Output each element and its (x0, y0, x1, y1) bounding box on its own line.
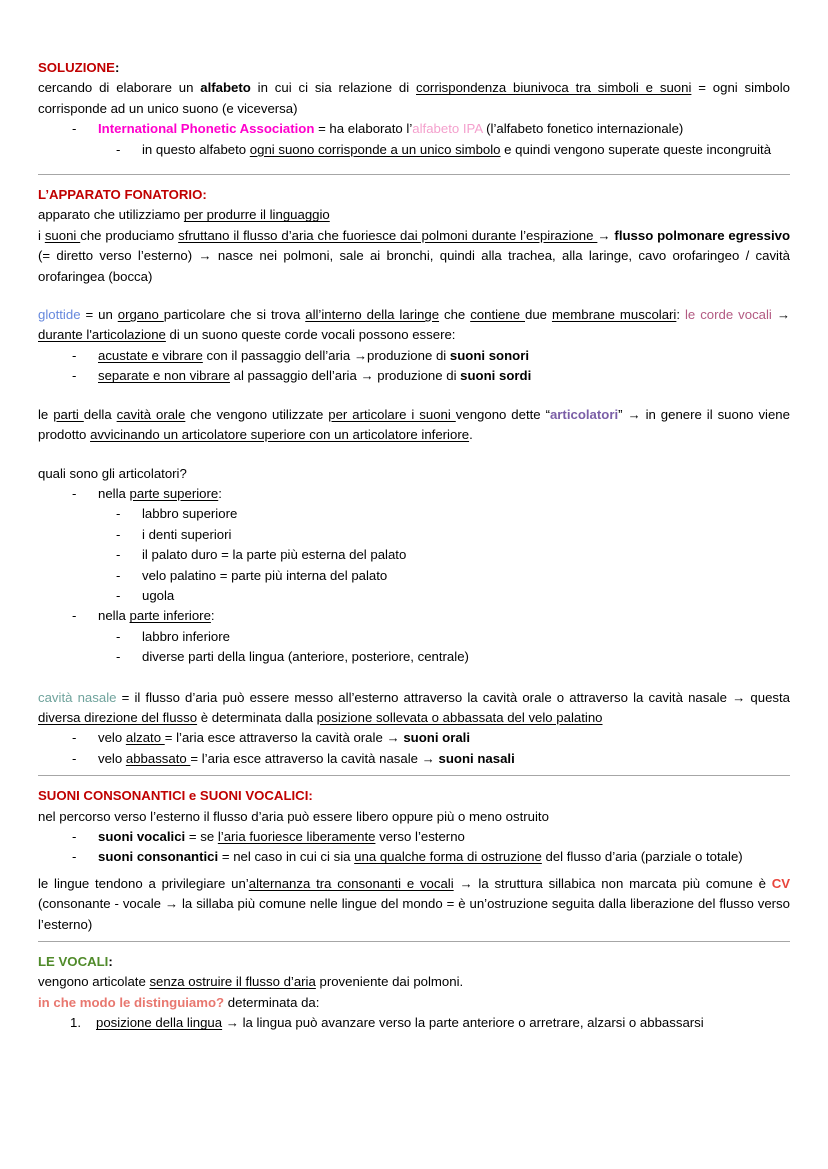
text-run: → la lingua può avanzare verso la parte anteriore o arretrare, alzarsi o abbassarsi (222, 1015, 704, 1031)
underline-parte-superiore: parte superiore (129, 485, 219, 501)
text-run: = ogni simbolo corrisponde ad un unico suono (e viceversa) (38, 80, 790, 116)
text-run: di un suono queste corde vocali possono essere: (165, 327, 456, 343)
list-item: - velo palatino = parte più interna del palato (110, 566, 790, 586)
text-run: = il flusso d’aria può essere messo all’esterno attraverso la cavità orale o attraverso la cavità nasale → questa (116, 689, 790, 705)
text-run: al passaggio dell’aria → produzione di (229, 368, 461, 384)
list-item-suoni-vocalici (66, 827, 790, 847)
text-run: = se (185, 829, 218, 844)
underline-suoni: suoni (44, 227, 81, 243)
text-run: in questo alfabeto (142, 141, 250, 157)
arrow-glyph: → (597, 227, 615, 243)
list-suoni (38, 827, 790, 868)
text-run: (consonante - vocale → la sillaba più comune nelle lingue del mondo = è un’ostruzione seguita dalla liberazione del flusso verso l’esterno) (38, 896, 790, 932)
underline-abbassato: abbassato (125, 750, 191, 766)
underline-per-produrre-linguaggio: per produrre il linguaggio (183, 207, 330, 223)
text-run: in cui ci sia relazione di (250, 80, 416, 96)
list-parte-superiore (38, 484, 790, 504)
section-le-vocali (38, 952, 790, 1034)
text-run: le lingue tendono a privilegiare un’ (38, 875, 249, 891)
underline-durante-articolazione: durante l'articolazione (38, 327, 166, 343)
paragraph-vocali-articolate (38, 972, 790, 992)
list-item: - diverse parti della lingua (anteriore, posteriore, centrale) (110, 647, 790, 667)
list-item-ogni-suono (110, 140, 790, 160)
underline-parti: parti (53, 406, 84, 422)
paragraph-percorso-esterno: nel percorso verso l’esterno il flusso d’aria può essere libero oppure più o meno ostruito (38, 808, 549, 824)
term-articolatori: articolatori (549, 406, 619, 422)
text-run: = nel caso in cui ci sia (218, 849, 355, 865)
underline-aria-fuoriesce-liberamente: l’aria fuoriesce liberamente (217, 829, 376, 844)
heading-text: LE VOCALI (38, 954, 109, 970)
bold-suoni-orali: suoni orali (403, 730, 470, 746)
paragraph-cv (38, 874, 790, 935)
list-item: - ugola (110, 586, 790, 606)
paragraph-apparato (38, 205, 790, 225)
spacer (38, 446, 790, 464)
paragraph-articolatori (38, 405, 790, 446)
section-heading-le-vocali (38, 952, 790, 972)
underline-corrispondenza-biunivoca: corrispondenza biunivoca tra simboli e suoni (416, 80, 692, 96)
text-run: velo (98, 730, 126, 746)
underline-qualche-forma-ostruzione: una qualche forma di ostruzione (354, 849, 542, 865)
list-item-parte-superiore (66, 484, 790, 504)
paragraph-flusso-polmonare (38, 226, 790, 287)
spacer (38, 287, 790, 305)
text-run: verso l’esterno (375, 829, 465, 844)
underline-sfruttano-flusso: sfruttano il flusso d’aria che fuoriesce dai polmoni durante l’espirazione (178, 227, 598, 243)
heading-colon: : (108, 954, 113, 970)
text-run: del flusso d’aria (parziale o totale) (541, 849, 743, 865)
spacer (38, 942, 790, 952)
list-item: - i denti superiori (110, 525, 790, 545)
bold-suoni-vocalici: suoni vocalici (98, 829, 186, 844)
text-run: nella (98, 485, 130, 501)
underline-separate-non-vibrare: separate e non vibrare (98, 368, 230, 384)
bold-suoni-nasali: suoni nasali (438, 750, 515, 766)
text-run: : (218, 485, 222, 501)
underline-posizione-velo-palatino: posizione sollevata o abbassata del velo palatino (316, 709, 603, 725)
text-run: particolare che si trova (163, 307, 306, 323)
list-velo (38, 728, 790, 769)
bold-suoni-sordi: suoni sordi (460, 368, 532, 384)
text-run: determinata da: (224, 994, 320, 1010)
text-run: proveniente dai polmoni. (315, 974, 464, 990)
list-corde-vocali (38, 346, 790, 387)
underline-avvicinando-articolatore: avvicinando un articolatore superiore con un articolatore inferiore (90, 427, 470, 443)
paragraph-glottide (38, 305, 790, 346)
spacer (38, 668, 790, 688)
list-item-separate (66, 366, 790, 386)
text-run: è determinata dalla (197, 709, 317, 725)
text-run: apparato che utilizziamo (38, 207, 184, 223)
underline-diversa-direzione-flusso: diversa direzione del flusso (38, 709, 198, 725)
list-item-velo-abbassato (66, 749, 790, 769)
text-run: vengono articolate (38, 974, 150, 990)
list-item-parte-inferiore (66, 606, 790, 626)
text-run: che vengono utilizzate (185, 406, 329, 422)
list-item-suoni-consonantici (66, 847, 790, 867)
term-glottide: glottide (38, 307, 81, 323)
section-apparato-fonatorio (38, 185, 790, 786)
bold-alfabeto: alfabeto (200, 80, 251, 96)
heading-colon: : (114, 60, 120, 75)
paragraph-in-che-modo (38, 993, 790, 1013)
term-alfabeto-ipa: alfabeto IPA (412, 121, 483, 137)
spacer (38, 776, 790, 786)
text-run: che (439, 307, 471, 323)
text-run: ” → in genere il suono viene prodotto (38, 406, 790, 443)
underline-per-articolare-i-suoni: per articolare i suoni (328, 406, 456, 422)
underline-parte-inferiore: parte inferiore (129, 608, 211, 624)
arrow-glyph: → (771, 307, 791, 323)
underline-alzato: alzato (125, 730, 165, 746)
underline-ogni-suono-unico-simbolo: ogni suono corrisponde a un unico simbolo (249, 141, 501, 157)
question-articolatori: quali sono gli articolatori? (38, 465, 187, 481)
bold-flusso-polmonare-egressivo: flusso polmonare egressivo (614, 227, 790, 243)
term-cv: CV (771, 875, 791, 891)
text-run: cercando di elaborare un (38, 80, 201, 96)
list-soluzione (38, 119, 790, 139)
list-item-velo-alzato (66, 728, 790, 748)
paragraph-alfabeto (38, 78, 790, 119)
section-heading-suoni: SUONI CONSONANTICI e SUONI VOCALICI: (38, 788, 313, 804)
text-run: : (210, 608, 215, 624)
underline-senza-ostruire-flusso: senza ostruire il flusso d’aria (149, 974, 316, 990)
section-suoni-consonantici-vocalici (38, 786, 790, 952)
spacer (38, 175, 790, 185)
underline-posizione-della-lingua: posizione della lingua (96, 1015, 223, 1031)
text-run: . (469, 427, 473, 443)
bold-suoni-sonori: suoni sonori (449, 347, 529, 363)
section-soluzione (38, 58, 790, 185)
spacer (38, 160, 790, 174)
list-item-ipa (66, 119, 790, 139)
text-run: velo (98, 750, 126, 766)
underline-cavita-orale: cavità orale (116, 406, 186, 422)
text-run: due (525, 307, 552, 323)
text-run: = l’aria esce attraverso la cavità nasale → (190, 750, 439, 766)
text-run: → la struttura sillabica non marcata più comune è (453, 875, 772, 891)
text-run: (= diretto verso l’esterno) → nasce nei polmoni, sale ai bronchi, quindi alla trachea, alla laringe, cavo orofaringeo / cavità orofaringea (bocca) (38, 248, 790, 284)
section-heading-soluzione (38, 58, 790, 78)
list-item-posizione-lingua (66, 1013, 790, 1033)
underline-contiene: contiene (470, 307, 525, 323)
heading-text: SOLUZIONE (38, 60, 115, 75)
text-run: = un (80, 307, 118, 323)
bold-suoni-consonantici: suoni consonantici (98, 849, 219, 865)
term-cavita-nasale: cavità nasale (38, 689, 117, 705)
term-international-phonetic-association: International Phonetic Association (98, 121, 315, 137)
term-le-corde-vocali: le corde vocali (685, 307, 772, 323)
underline-membrane-muscolari: membrane muscolari (551, 307, 677, 323)
underline-interno-laringe: all’interno della laringe (305, 307, 440, 323)
text-run: le (38, 406, 54, 422)
sublist-parte-inferiore (38, 627, 790, 668)
text-run: nella (98, 608, 130, 624)
text-run: e quindi vengono superate queste incongruità (500, 141, 772, 157)
list-parte-inferiore (38, 606, 790, 626)
text-run: vengono dette “ (455, 406, 550, 422)
underline-acustate-vibrare: acustate e vibrare (98, 347, 203, 363)
underline-alternanza-consonanti-vocali: alternanza tra consonanti e vocali (248, 875, 454, 891)
text-run: che produciamo (80, 227, 179, 243)
text-run: = l’aria esce attraverso la cavità orale → (164, 730, 404, 746)
list-item-acustate (66, 346, 790, 366)
question-in-che-modo: in che modo le distinguiamo? (38, 994, 225, 1010)
text-run: = ha elaborato l’ (314, 121, 413, 137)
sublist-soluzione (38, 140, 790, 160)
list-item: - il palato duro = la parte più esterna del palato (110, 545, 790, 565)
text-run: i (38, 227, 45, 243)
list-item: - labbro superiore (110, 504, 790, 524)
sublist-parte-superiore (38, 504, 790, 606)
list-item: - labbro inferiore (110, 627, 790, 647)
underline-organo: organo (117, 307, 164, 323)
text-run: della (83, 406, 117, 422)
text-run: con il passaggio dell’aria →produzione di (202, 347, 450, 363)
paragraph-cavita-nasale (38, 688, 790, 729)
list-vocali-criteri (38, 1013, 790, 1033)
text-run: : (676, 307, 685, 323)
text-run: (l’alfabeto fonetico internazionale) (482, 121, 684, 137)
spacer (38, 387, 790, 405)
section-heading-apparato-fonatorio: L’APPARATO FONATORIO: (38, 187, 207, 203)
